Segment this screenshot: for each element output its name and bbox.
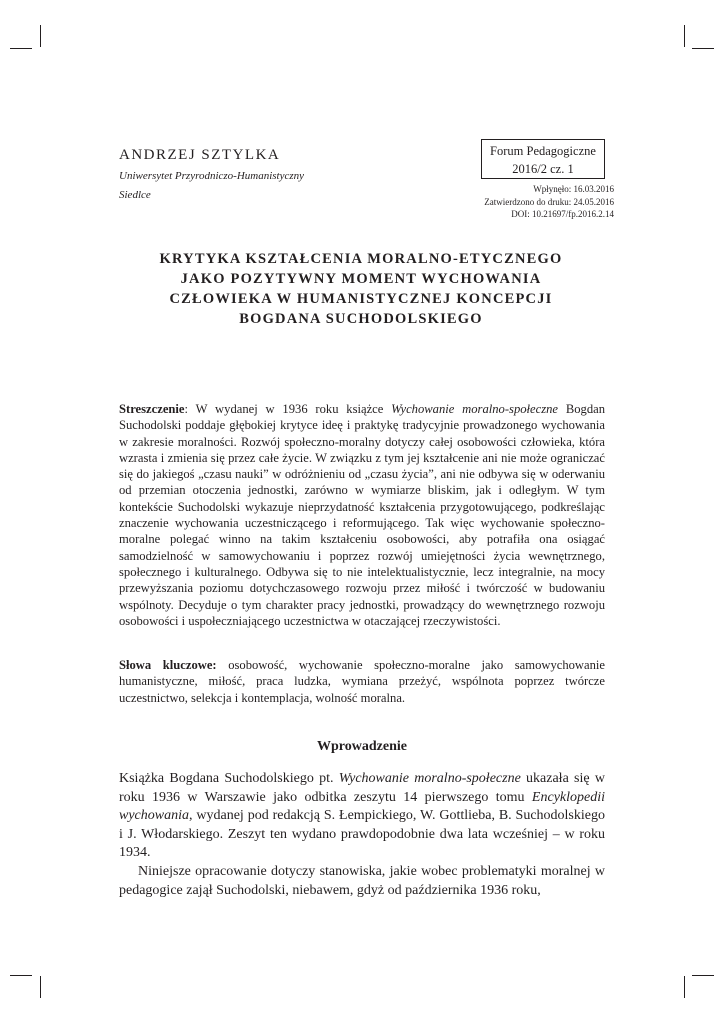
crop-mark-top-right-h — [692, 48, 714, 49]
keywords-label: Słowa kluczowe: — [119, 658, 217, 672]
title-line: JAKO POZYTYWNY MOMENT WYCHOWANIA — [180, 271, 542, 287]
body-text — [119, 770, 605, 900]
body-encyclopedia-title: Encyklopedii wychowania — [119, 789, 605, 824]
abstract-book-title: Wychowanie moralno-społeczne — [391, 402, 559, 416]
abstract-text: Bogdan Suchodolski poddaje głębokiej krytyce ideę i praktykę tradycyjnie prowadzonego wychowania w zakresie moralności. Rozwój społeczno-moralny dotyczy całej osobowości człowieka, która wzrasta i zmienia się przez całe życie. W związku z tym jej kształcenie ani nie może ograniczać się do jakiegoś „czasu nauki” w odróżnieniu od „czasu życia”, ani nie odbywa się w oderwaniu od przemian otoczenia jednostki, zarówno w wymiarze bliskim, jak i odległym. W tym kontekście Suchodolski wykazuje nieprzydatność kształcenia przygotowującego, podkreślając znaczenie wychowania uczestniczącego i reformującego. Tak więc wychowanie społeczno-moralne polegać winno na takim kształceniu osobowości, aby potrafiła ona osiągać samodzielność w samowychowaniu i poprzez rozwój umiejętności życia wewnętrznego, społecznego i kulturalnego. Odbywa się to nie intelektualistycznie, lecz integralnie, na mocy przewyższania poziomu dotychczasowego rozwoju przez miłość i twórczość w budowaniu wspólnoty. Decyduje o tym charakter pracy jednostki, prowadzący do wewnętrznego rozwoju osobowości i uspołeczniającego uczestnictwa w otaczającej rzeczywistości. — [119, 402, 605, 628]
journal-box — [481, 139, 605, 179]
author-name: ANDRZEJ SZTYLKA — [119, 147, 281, 163]
affiliation-city: Siedlce — [119, 189, 151, 201]
crop-mark-bottom-right-h — [692, 975, 714, 976]
body-text-run: , wydanej pod redakcją S. Łempickiego, W. Gottlieba, B. Suchodolskiego i J. Włodarskiego. Zeszyt ten wydano prawdopodobnie dwa lata wcześniej – w roku 1934. — [119, 808, 605, 861]
crop-mark-top-left-h — [10, 48, 32, 49]
keywords-text: osobowość, wychowanie społeczno-moralne jako samowychowanie humanistyczne, miłość, praca ludzka, wymiana przeżyć, wspólnota poprzez twórcze uczestnictwo, selekcja i kontemplacja, wolność moralna. — [119, 658, 606, 705]
crop-mark-bottom-left-h — [10, 975, 32, 976]
author-affiliation — [119, 167, 304, 205]
crop-mark-top-right — [684, 25, 685, 47]
journal-issue: 2016/2 cz. 1 — [512, 162, 574, 176]
title-line: CZŁOWIEKA W HUMANISTYCZNEJ KONCEPCJI — [169, 291, 553, 307]
body-text-run: ukazała się w roku 1936 w Warszawie jako odbitka zeszytu 14 pierwszego tomu — [119, 771, 605, 805]
title-line: BOGDANA SUCHODOLSKIEGO — [239, 311, 483, 327]
crop-mark-bottom-left — [40, 976, 41, 998]
meta-accepted: Zatwierdzono do druku: 24.05.2016 — [484, 196, 614, 207]
body-text-run: Książka Bogdana Suchodolskiego pt. — [119, 771, 339, 786]
article-title — [119, 249, 603, 329]
journal-name: Forum Pedagogiczne — [490, 144, 596, 158]
article-meta — [484, 183, 614, 221]
abstract-text: : W wydanej w 1936 roku książce — [184, 402, 392, 416]
crop-mark-top-left — [40, 25, 41, 47]
section-heading: Wprowadzenie — [317, 739, 407, 754]
keywords — [119, 657, 605, 706]
author-block — [119, 146, 304, 205]
crop-mark-bottom-right — [684, 976, 685, 998]
abstract-label: Streszczenie — [119, 402, 185, 416]
meta-received: Wpłynęło: 16.03.2016 — [533, 184, 614, 194]
body-paragraph — [119, 770, 605, 863]
meta-doi: DOI: 10.21697/fp.2016.2.14 — [511, 209, 614, 219]
body-paragraph: Niniejsze opracowanie dotyczy stanowiska, jakie wobec problematyki moralnej w pedagogice zajął Suchodolski, niebawem, gdyż od października 1936 roku, — [119, 863, 605, 898]
body-book-title: Wychowanie moralno-społeczne — [338, 771, 521, 786]
affiliation-university: Uniwersytet Przyrodniczo-Humanistyczny — [119, 170, 305, 182]
title-line: KRYTYKA KSZTAŁCENIA MORALNO-ETYCZNEGO — [159, 251, 563, 267]
abstract — [119, 401, 605, 629]
